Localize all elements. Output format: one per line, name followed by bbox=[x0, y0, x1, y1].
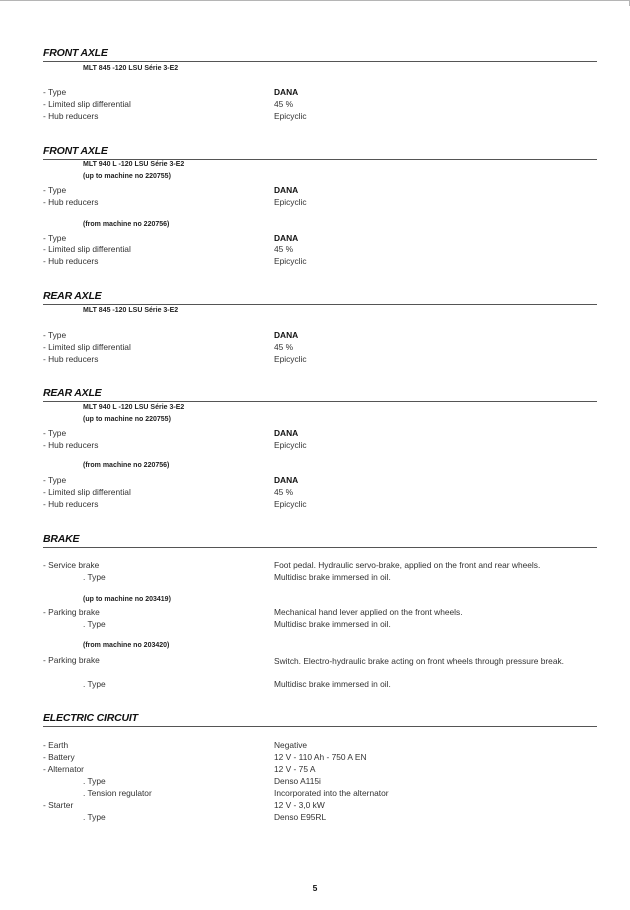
spec-value: 45 % bbox=[274, 99, 294, 109]
spec-label: - Type bbox=[43, 475, 67, 485]
spec-label: - Type bbox=[43, 87, 67, 97]
top-border bbox=[0, 0, 630, 3]
spec-label: - Battery bbox=[43, 752, 75, 762]
spec-value: DANA bbox=[274, 233, 299, 243]
spec-label: . Type bbox=[83, 776, 106, 786]
spec-value: Denso E95RL bbox=[274, 812, 327, 822]
spec-label: - Type bbox=[43, 233, 67, 243]
spec-value: Denso A115i bbox=[274, 776, 321, 786]
section-title: BRAKE bbox=[43, 533, 80, 545]
spec-value: 45 % bbox=[274, 342, 294, 352]
spec-label: - Type bbox=[43, 428, 67, 438]
model-note: (up to machine no 220755) bbox=[83, 173, 171, 180]
page-number: 5 bbox=[312, 883, 318, 893]
section-rule bbox=[43, 401, 597, 402]
spec-label: - Type bbox=[43, 330, 67, 340]
spec-value: Epicyclic bbox=[274, 111, 307, 121]
spec-value: DANA bbox=[274, 87, 299, 97]
spec-value: Multidisc brake immersed in oil. bbox=[274, 619, 391, 629]
section-rule bbox=[43, 61, 597, 62]
spec-label: - Limited slip differential bbox=[43, 487, 131, 497]
spec-value: Epicyclic bbox=[274, 499, 307, 509]
spec-label: - Hub reducers bbox=[43, 111, 99, 121]
spec-label: - Starter bbox=[43, 800, 74, 810]
spec-value: 12 V - 3,0 kW bbox=[274, 800, 325, 810]
spec-value: Negative bbox=[274, 740, 308, 750]
spec-value: 45 % bbox=[274, 244, 294, 254]
spec-value: DANA bbox=[274, 428, 299, 438]
spec-value: Epicyclic bbox=[274, 197, 307, 207]
spec-value: Incorporated into the alternator bbox=[274, 788, 389, 798]
spec-label: - Type bbox=[43, 185, 67, 195]
spec-label: - Hub reducers bbox=[43, 499, 99, 509]
spec-label: - Limited slip differential bbox=[43, 244, 131, 254]
spec-value: Multidisc brake immersed in oil. bbox=[274, 679, 391, 689]
model-note: MLT 845 -120 LSU Série 3-E2 bbox=[83, 65, 179, 72]
section-title: REAR AXLE bbox=[43, 290, 102, 302]
spec-value: DANA bbox=[274, 185, 299, 195]
model-note: (up to machine no 203419) bbox=[83, 596, 171, 603]
spec-label: - Hub reducers bbox=[43, 354, 99, 364]
spec-label: - Limited slip differential bbox=[43, 342, 131, 352]
spec-label: . Tension regulator bbox=[83, 788, 152, 798]
spec-label: . Type bbox=[83, 812, 106, 822]
spec-label: - Hub reducers bbox=[43, 440, 99, 450]
spec-value: Mechanical hand lever applied on the front wheels. bbox=[274, 607, 463, 617]
model-note: (from machine no 220756) bbox=[83, 221, 170, 228]
spec-label: . Type bbox=[83, 619, 106, 629]
section-title: FRONT AXLE bbox=[43, 47, 108, 59]
section-title: ELECTRIC CIRCUIT bbox=[43, 712, 138, 724]
model-note: MLT 940 L -120 LSU Série 3-E2 bbox=[83, 404, 185, 411]
section-rule bbox=[43, 304, 597, 305]
section-title: REAR AXLE bbox=[43, 387, 102, 399]
spec-value: Epicyclic bbox=[274, 354, 307, 364]
spec-value: Epicyclic bbox=[274, 256, 307, 266]
spec-value: 12 V - 110 Ah - 750 A EN bbox=[274, 752, 367, 762]
spec-label: - Alternator bbox=[43, 764, 84, 774]
section-rule bbox=[43, 547, 597, 548]
spec-label: - Parking brake bbox=[43, 655, 100, 665]
spec-label: . Type bbox=[83, 572, 106, 582]
spec-label: - Hub reducers bbox=[43, 256, 99, 266]
model-note: (up to machine no 220755) bbox=[83, 416, 171, 423]
spec-value: DANA bbox=[274, 330, 299, 340]
section-rule bbox=[43, 726, 597, 727]
spec-value: Foot pedal. Hydraulic servo-brake, applied on the front and rear wheels. bbox=[274, 560, 541, 570]
spec-value: Epicyclic bbox=[274, 440, 307, 450]
spec-label: - Earth bbox=[43, 740, 69, 750]
model-note: MLT 845 -120 LSU Série 3-E2 bbox=[83, 307, 179, 314]
spec-label: - Parking brake bbox=[43, 607, 100, 617]
section-rule bbox=[43, 159, 597, 160]
spec-value: Multidisc brake immersed in oil. bbox=[274, 572, 391, 582]
spec-label: - Limited slip differential bbox=[43, 99, 131, 109]
model-note: MLT 940 L -120 LSU Série 3-E2 bbox=[83, 161, 185, 168]
spec-value: Switch. Electro-hydraulic brake acting on front wheels through pressure break. bbox=[274, 656, 565, 666]
spec-value: DANA bbox=[274, 475, 299, 485]
model-note: (from machine no 220756) bbox=[83, 462, 170, 469]
section-title: FRONT AXLE bbox=[43, 145, 108, 157]
spec-value: 45 % bbox=[274, 487, 294, 497]
model-note: (from machine no 203420) bbox=[83, 642, 170, 649]
spec-label: - Service brake bbox=[43, 560, 100, 570]
spec-label: . Type bbox=[83, 679, 106, 689]
spec-value: 12 V - 75 A bbox=[274, 764, 316, 774]
spec-label: - Hub reducers bbox=[43, 197, 99, 207]
